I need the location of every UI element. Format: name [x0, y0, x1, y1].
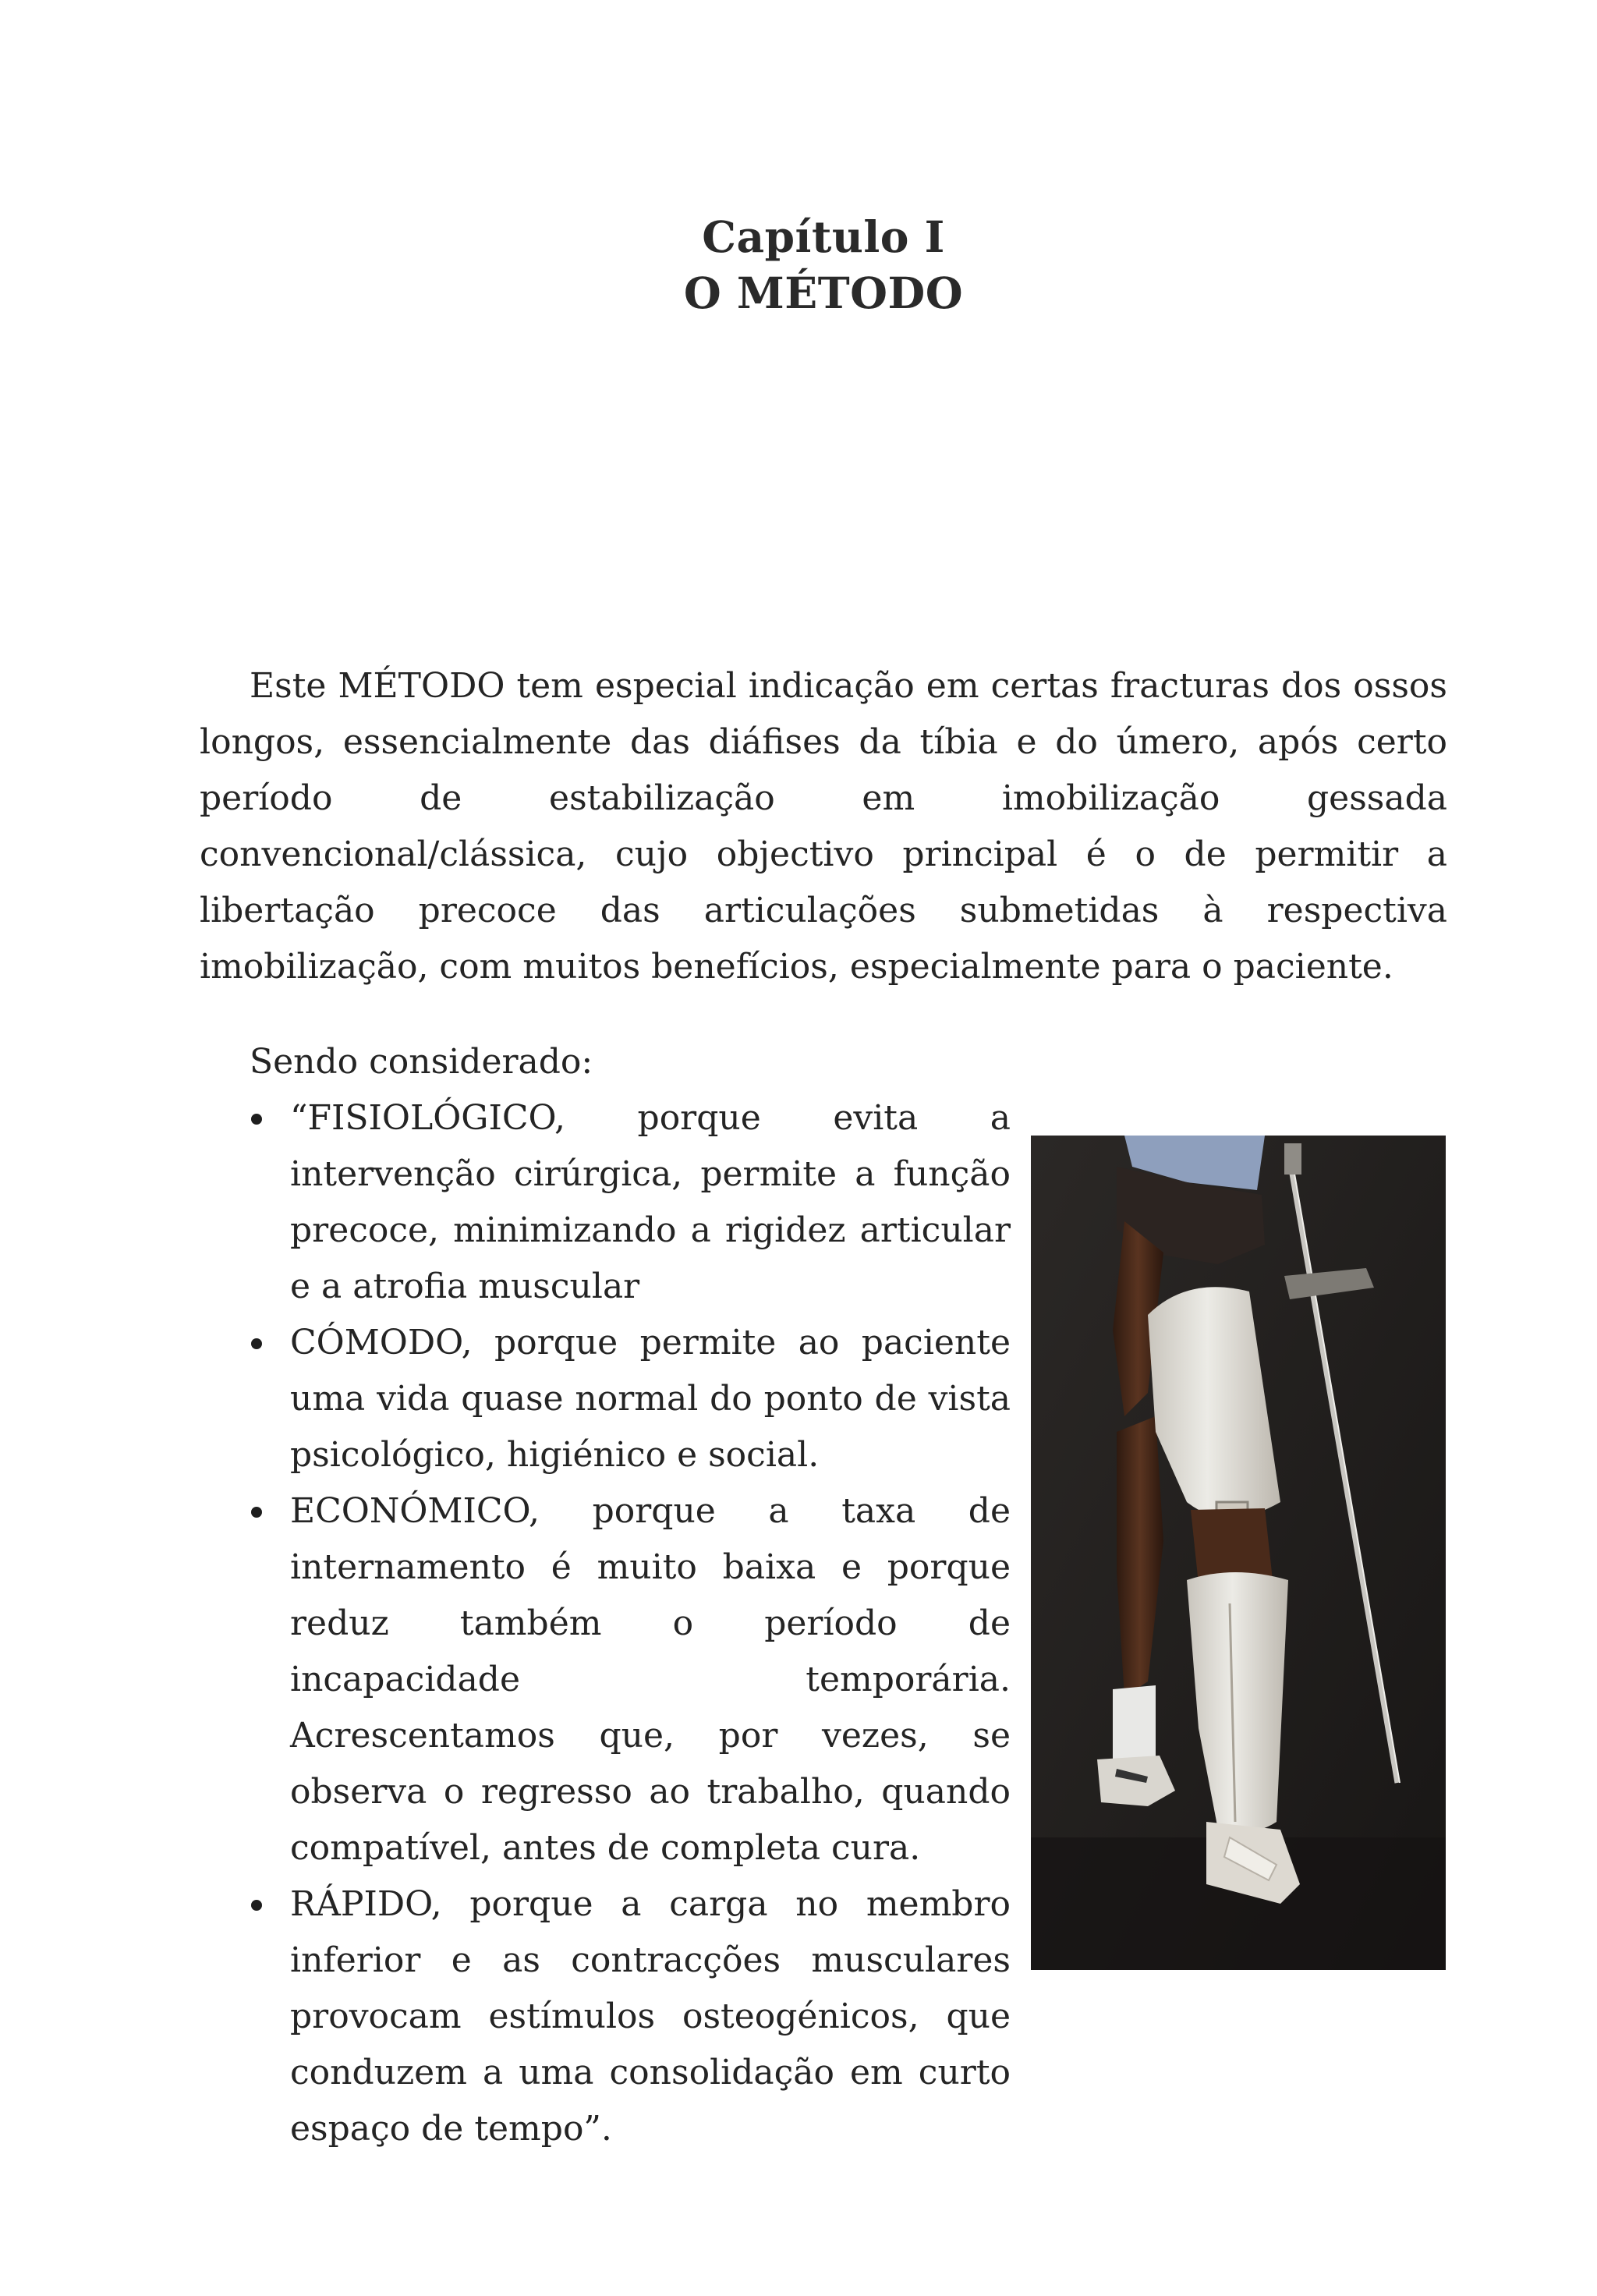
considered-lead: Sendo considerado: [250, 1042, 593, 1082]
chapter-number: Capítulo I [702, 211, 945, 262]
bullet-icon [251, 1114, 262, 1125]
list-item-rapido [234, 1876, 1011, 2157]
list-item-text: CÓMODO, porque permite ao paciente uma vida quase normal do ponto de vista psicológico, higiénico e social. [290, 1323, 1011, 1475]
bullet-icon [251, 1900, 262, 1911]
list-item-text: ECONÓMICO, porque a taxa de internamento é muito baixa e porque reduz também o período de incapacidade temporária. Acrescentamos que, por vezes, se observa o regresso ao trabalho, quando compatível, antes de completa cura. [290, 1491, 1011, 1868]
property-list [234, 1090, 1011, 2157]
list-item-text: RÁPIDO, porque a carga no membro inferior e as contracções musculares provocam estímulos osteogénicos, que conduzem a uma consolidação em curto espaço de tempo”. [290, 1884, 1011, 2149]
intro-paragraph: Este MÉTODO tem especial indicação em certas fracturas dos ossos longos, essencialmente das diáfises da tíbia e do úmero, após certo período de estabilização em imobilização gessada convencional/clássica, cujo objectivo principal é o de permitir a libertação precoce das articulações submetidas à respectiva imobilização, com muitos benefícios, especialmente para o paciente. [200, 666, 1447, 987]
list-item-fisiologico [234, 1090, 1011, 1315]
bullet-icon [251, 1507, 262, 1518]
list-item-economico [234, 1483, 1011, 1876]
bullet-icon [251, 1338, 262, 1349]
far-sock [1113, 1685, 1156, 1763]
chapter-heading [0, 209, 1597, 321]
list-item-text: “FISIOLÓGICO, porque evita a intervenção cirúrgica, permite a função precoce, minimizando a rigidez articular e a atrofia muscular [290, 1098, 1011, 1306]
crutch-top [1284, 1143, 1301, 1175]
chapter-title: O MÉTODO [683, 268, 964, 318]
list-item-comodo [234, 1315, 1011, 1483]
leg-cast-photo [1031, 1136, 1446, 1970]
leg-cast-illustration [1031, 1136, 1446, 1970]
